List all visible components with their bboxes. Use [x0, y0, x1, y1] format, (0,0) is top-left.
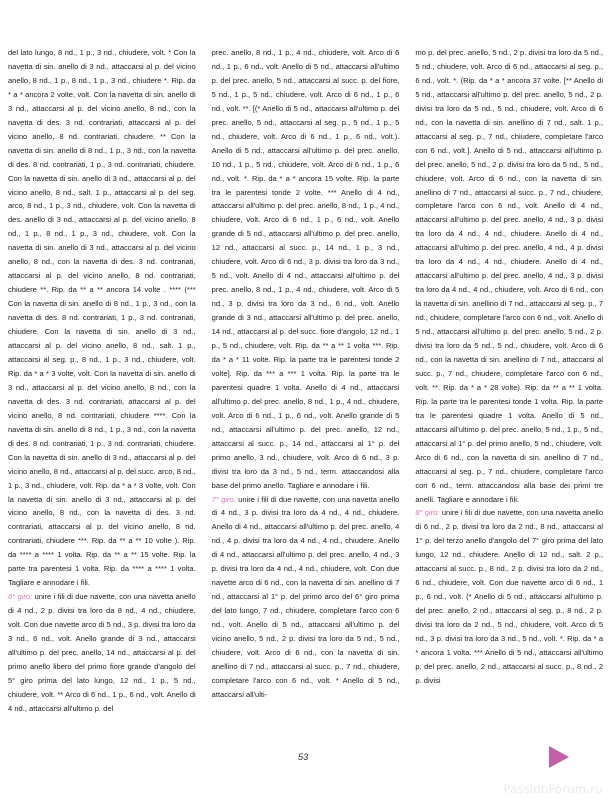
giro-label: 7° giro: [211, 494, 236, 504]
column-right [407, 46, 611, 716]
page-footer [0, 740, 611, 800]
paragraph-body [212, 46, 400, 493]
paragraph-giro-6 [8, 590, 196, 716]
paragraph-text: prec. anello, 8 nd., 1 p., 4 nd., chiudere, volt. Arco di 6 nd., 1 p., 6 nd., volt. Anello di 5 nd., attaccarsi all'ultimo p. del prec. anello, 5 nd., attaccarsi al succ. p. del fiore, 5 nd., 1 p., 5 nd., chiudere, volt. Arco di 6 nd., 1 p., 6 nd., volt. **. [(* Anello di 5 nd., attaccarsi all'ultimo p. del prec. anello, 5 nd., attaccarsi al seg. p., 5 nd., 1 p., 5 nd., chiudere, volt. Arco di 6 nd., 1 p., 6 nd., volt.). Anello di 5 nd., attaccarsi all'ultimo p. del prec. anello, 10 nd., 1 p., 5 nd., chiudere, volt. Arco di 6 nd., 1 p., 6 nd., volt. *. Rip. da * a * ancora 15 volte. Rip. la parte tra le parentesi tonde 2 volte. *** Anello di 4 nd., attaccarsi all'ultimo p. del prec. anello, 8 nd., 1 p., 4 nd., chiudere, volt. Arco di 6 nd., 1 p., 6 nd., volt. Anello grande di 5 nd., attaccarsi all'ultimo p. del prec. anello, 12 nd., attaccarsi al succ. p., 14 nd., 1 p., 3 nd., chiudere, volt. Arco di 6 nd., 3 p. divisi tra loro da 3 nd., 5 nd., volt. Anello di 4 nd., attaccarsi all'ultimo p. del prec. anello, 8 nd., 1 p., 4 nd., chiudere, volt. Arco di 5 nd., 3 p. divisi tra loro da 3 nd., 6 nd., volt. Anello grande di 3 nd., attaccarsi all'ultimo p. del prec. anello, 14 nd., attaccarsi al p. del succ. fiore d'angolo, 12 nd., 1 p., 5 nd., chiudere, volt. Rip. da ** a ** 1 volta ***. Rip. da * a * 11 volte. Rip. la parte tra le parentesi tonde 2 volte]. Rip. da *** a *** 1 volta. Rip. la parte tra le parentesi quadre 1 volta. Anello di 4 nd., attaccarsi all'ultimo p. del prec. anello, 8 nd., 1 p., 4 nd., chiudere, volt. Arco di 6 nd., 1 p., 6 nd., volt. Anello grande di 5 nd., attaccarsi all'ultimo p. del prec. anello, 12 nd., attaccarsi al succ. p., 14 nd., attaccarsi al 1° p. del primo anello, 3 nd., chiudere, volt. Arco di 6 nd., 3 p. divisi tra loro da 3 nd., 5 nd., term. attaccandosi alla base del primo anello. Tagliare e annodare i fili. [211, 48, 400, 490]
column-left [0, 46, 204, 716]
paragraph-giro-8 [415, 506, 603, 687]
paragraph-text: unire i fili di due navette, con una navetta anello di 4 nd., 2 p. divisi tra loro da 8 nd., 4 nd., chiudere, volt. Con due navette arco di 5 nd., 3 p. divisi tra loro da 3 nd., 6 nd., volt. Anello grande di 3 nd., attaccarsi all'ultimo p. del prec. anello, 14 nd., attaccarsi al p. del primo anello libero del primo fiore grande d'angolo del 5° giro prima del lato lungo, 12 nd., 1 p., 5 nd., chiudere, volt. ** Arco di 6 nd., 1 p., 6 nd., volt. Anello di 4 nd., attaccarsi all'ultimo p. del [8, 592, 196, 713]
paragraph-text: unire i fili di due navette, con una navetta anello di 6 nd., 2 p. divisi tra loro da 2 nd., 8 nd., attaccarsi al 1° p. del terzo anello d'angolo del 7° giro prima del lato lungo, 12 nd., chiudere. Anello di 12 nd., salt. 2 p., attaccarsi al succ. p., 8 nd., 2 p. divisi tra loro da 2 nd., 6 nd., chiudere, volt. Con due navette arco di 6 nd., 1 p., 6 nd., volt. (* Anello di 5 nd., attaccarsi all'ultimo p. del prec. anello, 2 nd., attaccarsi al seg. p., 8 nd., 2 p. divisi tra loro da 2 nd., 5 nd., chiudere, volt. Arco di 5 nd., 3 p. divisi tra loro da 3 nd., 5 nd., volt. *. Rip. da * a * ancora 1 volta. *** Anello di 5 nd., attaccarsi all'ultimo p. del prec. anello, 2 nd., attaccarsi al succ. p., 8 nd., 2 p. divisi [415, 508, 604, 685]
giro-label: 8° giro: [415, 508, 440, 518]
paragraph-body [8, 46, 196, 590]
text-columns [0, 46, 611, 716]
column-center [204, 46, 408, 716]
next-page-arrow-icon[interactable] [549, 746, 569, 768]
site-watermark: PassionForum.ru [503, 782, 603, 796]
page-number: 53 [298, 752, 309, 762]
paragraph-body [415, 46, 603, 506]
giro-label: 6° giro: [8, 592, 33, 602]
paragraph-text: unire i fili di due navette, con una navetta anello di 4 nd., 3 p. divisi tra loro da 4 nd., 4 nd., chiudere. Anello di 4 nd., attaccarsi all'ultimo p. del prec. anello, 4 nd., 4 p. divisi tra loro da 4 nd., 4 nd., chiudere. Anello di 4 nd., attaccarsi all'ultimo p. del prec. anello, 4 nd., 3 p. divisi tra loro da 4 nd., 4 nd., chiudere, volt. Con due navette arco di 6 nd., con la navetta di sin. anellino di 7 nd., attaccarsi al 1° p. del primo arco del 6° giro prima del lato lungo, 7 nd., chiudere, completare l'arco con 6 nd., volt. Anello di 5 nd., attaccarsi all'ultimo p. del vicino anello, 5 nd., 2 p. divisi tra loro da 5 nd., 5 nd., chiudere, volt. Arco di 6 nd., con la navetta di sin. anellino di 7 nd., attaccarsi al succ. p., 7 nd., chiudere, completare l'arco con 6 nd., volt. * Anello di 5 nd., attaccarsi all'ulti- [211, 494, 400, 699]
paragraph-text: del lato lungo, 8 nd., 1 p., 3 nd., chiudere, volt. * Con la navetta di sin. anello di 3 nd., attaccarsi al p. del vicino anello, 8 nd., 1 p., 8 nd., 1 p., 3 nd., chiudere *. Rip. da * a * ancora 2 volte, volt. Con la navetta di sin. anello di 3 nd., attaccarsi al p. del vicino anello, 8 nd., con la navetta di des. 3 nd. contrariati, attaccarsi al p. del vicino anello, 8 nd. contrariati, chiudere. ** Con la navetta di sin. anello di 8 nd., 1 p., 3 nd., con la navetta di des. 8 nd. contrariati, 1 p., 3 nd. contrariati, chiudere. Con la navetta di sin. anello di 3 nd., attaccarsi al p. del vicino anello, 8 nd., salt. 1 p., attaccarsi al p. del seg. arco, 8 nd., 1 p., 3 nd., chiudere, volt. Con la navetta di des. anello di 3 nd., attaccarsi al p. del vicino anello, 8 nd., 1 p., 8 nd., 1 p., 3 nd., chiudere, volt. Con la navetta di sin. anello di 3 nd., attaccarsi al p. del vicino anello, 8 nd., con la navetta di des. 3 nd. contrariati, attaccarsi al p. del vicino anello, 8 nd. contrariati, chiudere **. Rip. da ** a ** ancora 14 volte . **** (*** Con la navetta di sin. anello di 8 nd., 1 p., 3 nd., con la navetta di des. 8 nd. contrariati, 1 p., 3 nd. contrariati, chiudere. Con la navetta di sin. anello di 3 nd., attaccarsi al p. del vicino anello, 8 nd., salt. 1 p., attaccarsi al seg. p., 8 nd., 1 p., 3 nd., chiudere, volt. Rip. da * a * 3 volte, volt. Con la navetta di sin. anello di 3 nd., attaccarsi al p. del vicino anello, 8 nd., con la navetta di des. 3 nd. contrariati, attaccarsi al p. del vicino anello, 8 nd. contrariati, chiudere ****. Con la navetta di sin. anello di 8 nd., 1 p., 3 nd., con la navetta di des. 8 nd. contrariati, 1 p., 3 nd. contrariati, chiudere. Con la navetta di sin. anello di 3 nd., attaccarsi al p. del vicino anello, 8 nd., attaccarsi al p. del succ. arco, 8 nd., 1 p., 3 nd., chiudere, volt. Rip. da * a * 3 volte, volt. Con la navetta di sin. anello di 3 nd., attaccarsi al p. del vicino anello, 8 nd., con la navetta di des. 3 nd. contrariati, attaccarsi al p. del vicino anello, 8 nd. contrariati, chiudere ***. Rip. da ** a ** 10 volte ). Rip. da **** a **** 1 volta. Rip. da ** a ** 15 volte. Rip. la parte tra parentesi 1 volta. Rip. da **** a **** 1 volta. Tagliare e annodare i fili. [8, 48, 196, 588]
paragraph-text: mo p. del prec. anello, 5 nd., 2 p. divisi tra loro da 5 nd., 5 nd., chiudere, volt. Arco di 6 nd., attaccarsi al seg. p., 6 nd., volt. *. (Rip. da * a * ancora 37 volte. [** Anello di 5 nd., attaccarsi all'ultimo p. del prec. anello, 5 nd., 2 p. divisi tra loro da 5 nd., 5 nd., chiudere, volt. Arco di 6 nd., con la navetta di sin. anellino di 7 nd., salt. 1 p., attaccarsi al seg. p., 7 nd., chiudere, completare l'arco con 6 nd., volt.]. Anello di 5 nd., attaccarsi all'ultimo p. del prec. anello, 5 nd., 2 p. divisi tra loro da 5 nd., 5 nd., chiudere, volt. Arco di 6 nd., con la navetta di sin. anellino di 7 nd., attaccarsi al succ. p., 7 nd., chiudere, completare l'arco con 6 nd., volt. Anello di 4 nd., attaccarsi all'ultimo p. del prec. anello, 4 nd., 3 p. divisi tra loro da 4 nd., 4 nd., chiudere. Anello di 4 nd., attaccarsi all'ultimo p. del prec. anello, 4 nd., 4 p. divisi tra loro da 4 nd., 4 nd., chiudere. Anello di 4 nd., attaccarsi all'ultimo p. del prec. anello, 4 nd., 3 p. divisi tra loro da 4 nd., 4 nd., chiudere, volt. Arco di 6 nd., con la navetta di sin. anellino di 7 nd., attaccarsi al seg. p., 7 nd., chiudere, completare l'arco con 6 nd., volt. Anello di 5 nd., attaccarsi all'ultimo p. del prec. anello, 5 nd., 2 p. divisi tra loro da 5 nd., 5 nd., chiudere, volt. Arco di 6 nd., con la navetta di sin. anellino di 7 nd., attaccarsi al succ. p., 7 nd., chiudere, completare l'arco con 6 nd., volt. **. Rip. da * a * 28 volte). Rip. da ** a ** 1 volta. Rip. la parte tra le parentesi tonde 1 volta. Rip. la parte tra le parentesi quadre 1 volta. Anello di 5 nd., attaccarsi all'ultimo p. del prec. anello, 5 nd., 1 p., 5 nd., attaccarsi al 1° p. del primo anello, 5 nd., chiudere, volt. Arco di 6 nd., con la navetta di sin. anellino di 7 nd., attaccarsi al seg. p., 7 nd., chiudere, completare l'arco con 6 nd., term. attaccandosi alla base dei primi tre anelli. Tagliare e annodare i fili. [415, 48, 604, 504]
paragraph-giro-7 [212, 493, 400, 702]
